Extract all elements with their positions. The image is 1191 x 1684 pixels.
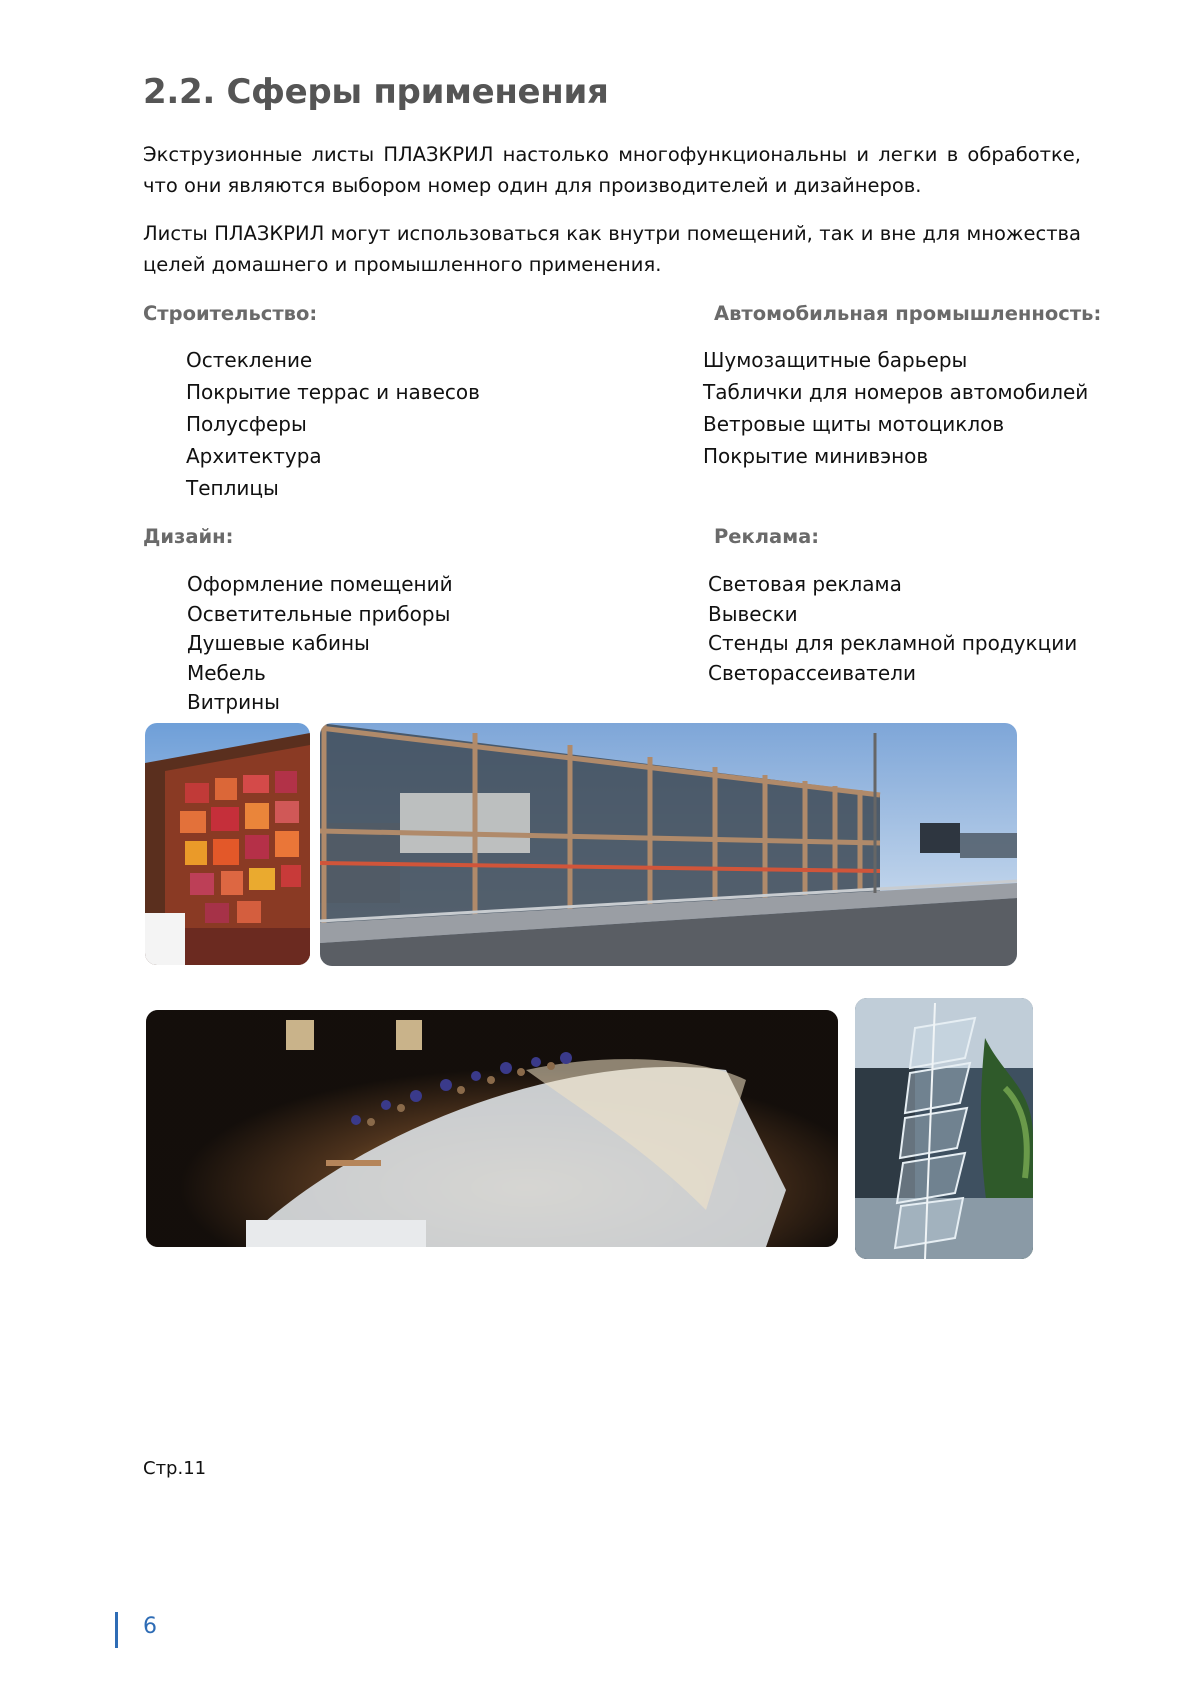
intro-paragraph-2: Листы ПЛАЗКРИЛ могут использоваться как внутри помещений, так и вне для множества целей домашнего и промышленного применения. xyxy=(143,222,1081,276)
list-item: Стенды для рекламной продукции xyxy=(708,631,1078,655)
list-item: Вывески xyxy=(708,601,798,626)
section-title-construction: Строительство: xyxy=(143,302,318,325)
page-number-bar xyxy=(115,1612,118,1648)
page-label: Стр.11 xyxy=(143,1458,207,1479)
automotive-list xyxy=(703,344,1088,472)
intro-paragraph-1: Экструзионные листы ПЛАЗКРИЛ настолько многофункциональны и легки в обработке, что они являются выбором номер один для производителей и дизайнеров. xyxy=(143,143,1081,197)
list-item: Витрины xyxy=(187,690,280,714)
section-title-advertising: Реклама: xyxy=(714,525,820,548)
list-item: Покрытие террас и навесов xyxy=(186,380,480,404)
page-number: 6 xyxy=(143,1614,157,1639)
noise-barrier-photo xyxy=(320,723,1017,966)
list-item: Ветровые щиты мотоциклов xyxy=(703,412,1005,436)
section-title-design: Дизайн: xyxy=(143,525,234,548)
brochure-stand-photo xyxy=(855,998,1033,1259)
page-title: 2.2. Сферы применения xyxy=(143,72,609,112)
list-item: Архитектура xyxy=(186,444,322,468)
list-item: Остекление xyxy=(186,348,313,372)
list-item: Теплицы xyxy=(186,476,279,500)
list-item: Покрытие минивэнов xyxy=(703,444,929,468)
list-item: Таблички для номеров автомобилей xyxy=(703,380,1089,404)
design-list xyxy=(187,570,453,718)
list-item: Оформление помещений xyxy=(187,572,453,596)
section-title-automotive: Автомобильная промышленность: xyxy=(714,302,1102,325)
jewelry-display-photo xyxy=(146,1010,838,1247)
list-item: Мебель xyxy=(187,660,266,685)
facade-photo xyxy=(145,723,310,965)
list-item: Световая реклама xyxy=(708,572,902,596)
list-item: Полусферы xyxy=(186,412,307,436)
list-item: Светорассеиватели xyxy=(708,660,916,685)
list-item: Шумозащитные барьеры xyxy=(703,348,968,372)
advertising-list xyxy=(708,570,1077,688)
list-item: Душевые кабины xyxy=(187,631,370,655)
construction-list xyxy=(186,344,480,504)
list-item: Осветительные приборы xyxy=(187,601,451,626)
